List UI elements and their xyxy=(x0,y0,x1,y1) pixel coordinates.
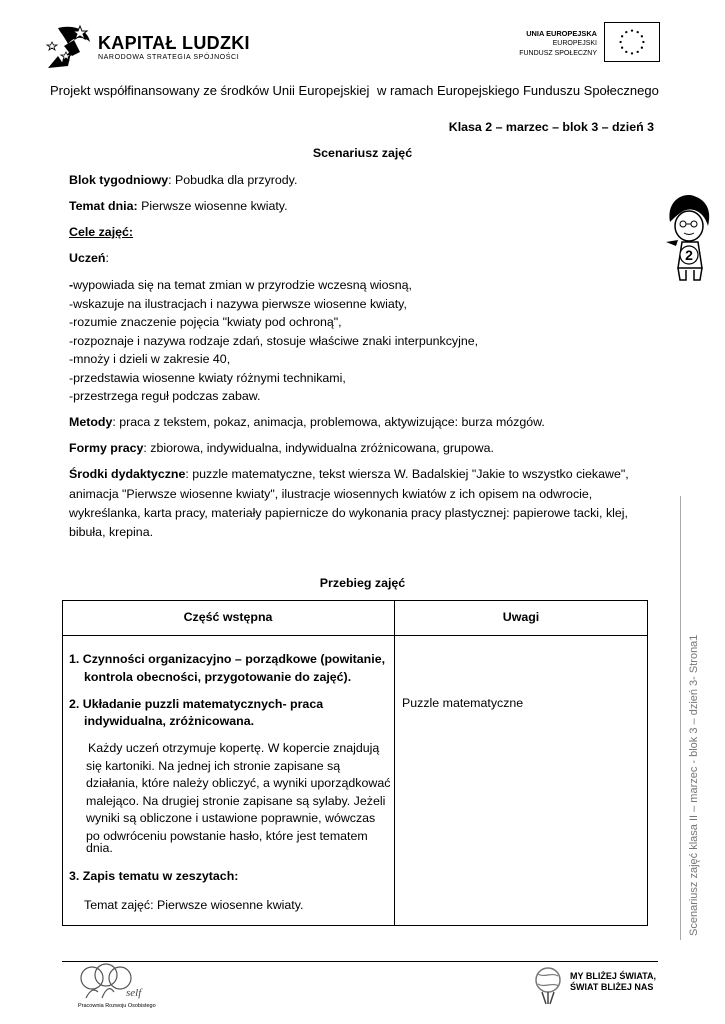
step-1-line-2: kontrola obecności, przygotowanie do zajęć). xyxy=(84,669,352,684)
eu-text-block xyxy=(470,29,597,59)
project-cofinancing-line xyxy=(50,83,663,98)
srodki-line-2: animacja "Pierwsze wiosenne kwiaty", ilustracje wiosennych kwiatów z ich opisem na odwrocie, xyxy=(69,487,593,501)
goal-item: -mnoży i dzieli w zakresie 40, xyxy=(69,352,231,366)
side-footer-label: Scenariusz zajęć klasa II – marzec - blok 3 – dzień 3- Strona1 xyxy=(688,634,700,936)
document-title: Scenariusz zajęć xyxy=(312,146,413,160)
step-2-line-1: 2. Układanie puzzli matematycznych- praca xyxy=(69,697,324,711)
table-header-uwagi: Uwagi xyxy=(502,610,540,624)
step-3-line-1: 3. Zapis tematu w zeszytach: xyxy=(69,869,239,883)
srodki-label: Środki dydaktyczne xyxy=(69,467,186,481)
kapital-ludzki-title: KAPITAŁ LUDZKI xyxy=(98,33,250,53)
note-puzzle-matematyczne: Puzzle matematyczne xyxy=(402,696,524,710)
class-date-heading: Klasa 2 – marzec – blok 3 – dzień 3 xyxy=(448,120,654,134)
goal-item xyxy=(69,276,412,295)
temat-value: Pierwsze wiosenne kwiaty. xyxy=(137,199,288,213)
self-caption: Pracownia Rozwoju Osobistego xyxy=(78,1003,156,1009)
eu-line-2: EUROPEJSKI xyxy=(552,40,597,47)
step-2-desc-line: po odwróceniu powstanie hasło, które jest tematem xyxy=(86,828,368,843)
goal-item: -rozumie znaczenie pojęcia "kwiaty pod ochroną", xyxy=(69,315,342,329)
goal-dash: - xyxy=(69,278,74,292)
self-logo-icon xyxy=(76,962,156,1008)
formy-value: : zbiorowa, indywidualna, indywidualna zróżnicowana, grupowa. xyxy=(143,441,494,455)
step-1-line-1: 1. Czynności organizacyjno – porządkowe (powitanie, xyxy=(69,652,386,666)
goal-item: -wskazuje na ilustracjach i nazywa pierwsze wiosenne kwiaty, xyxy=(69,296,407,311)
temat-label: Temat dnia: xyxy=(69,199,138,213)
step-2-desc-line: malejąco. Na drugiej stronie zapisane są sylaby. Jeżeli xyxy=(86,793,386,808)
kapital-ludzki-subtitle: NARODOWA STRATEGIA SPÓJNOŚCI xyxy=(98,54,240,61)
blok-value: : Pobudka dla przyrody. xyxy=(168,173,298,187)
uczen-label: Uczeń xyxy=(69,251,106,265)
blok-tygodniowy-line xyxy=(69,173,297,187)
side-divider-line xyxy=(680,496,681,940)
step-2-desc-line: wyniki są obliczone i ustawione poprawnie, wówczas xyxy=(86,811,376,825)
mb-line-1: MY BLIŻEJ ŚWIATA, xyxy=(570,971,657,981)
uczen-line xyxy=(69,251,109,265)
table-header-divider xyxy=(62,635,648,636)
mb-line-2: ŚWIAT BLIŻEJ NAS xyxy=(570,982,654,992)
project-line-part-2: w ramach Europejskiego Funduszu Społecznego xyxy=(377,83,659,98)
table-header-czesc-wstepna: Część wstępna xyxy=(183,610,273,624)
step-2-desc-line: dnia. xyxy=(86,841,113,855)
my-blizej-swiata-text xyxy=(570,971,656,993)
svg-text:self: self xyxy=(126,987,142,999)
my-blizej-swiata-logo-icon xyxy=(532,962,564,1006)
srodki-value: : puzzle matematyczne, tekst wiersza W. Badalskiej "Jakie to wszystko ciekawe", xyxy=(185,467,629,481)
step-2-line-2: indywidualna, zróżnicowana. xyxy=(84,714,255,728)
kapital-ludzki-logo-icon xyxy=(44,22,98,72)
blok-label: Blok tygodniowy xyxy=(69,173,169,187)
srodki-line-3: wykreślanka, karta pracy, materiały papiernicze do wykonania pracy plastycznej: papierowe tacki, klej, xyxy=(69,506,628,520)
mascot-number: 2 xyxy=(685,247,693,263)
project-line-part-1: Projekt współfinansowany ze środków Unii Europejskiej xyxy=(50,83,370,98)
eu-line-1: UNIA EUROPEJSKA xyxy=(526,29,597,38)
srodki-line-1 xyxy=(69,467,629,481)
formy-label: Formy pracy xyxy=(69,441,144,455)
eu-flag-icon xyxy=(604,22,660,62)
step-2-desc-line: Każdy uczeń otrzymuje kopertę. W kopercie znajdują xyxy=(88,741,380,755)
goal-item: -przedstawia wiosenne kwiaty różnymi technikami, xyxy=(69,370,346,385)
child-mascot-icon xyxy=(664,192,714,282)
table-column-divider xyxy=(394,600,395,926)
goal-item: -przestrzega reguł podczas zabaw. xyxy=(69,389,261,403)
goal-item: -rozpoznaje i nazywa rodzaje zdań, stosuje właściwe znaki interpunkcyjne, xyxy=(69,333,479,348)
metody-value: : praca z tekstem, pokaz, animacja, problemowa, aktywizujące: burza mózgów. xyxy=(112,415,545,429)
side-footer-text xyxy=(686,634,706,940)
uczen-colon: : xyxy=(105,251,109,265)
step-2-desc-line: się kartoniki. Na jednej ich stronie zapisane są xyxy=(86,758,341,773)
cele-zajec-heading: Cele zajęć: xyxy=(69,225,134,239)
step-2-desc-line: działania, które należy obliczyć, a wyniki uporządkować xyxy=(86,776,391,790)
metody-label: Metody xyxy=(69,415,113,429)
eu-line-3: FUNDUSZ SPOŁECZNY xyxy=(519,50,597,57)
step-3-topic: Temat zajęć: Pierwsze wiosenne kwiaty. xyxy=(84,898,304,912)
goal-text: wypowiada się na temat zmian w przyrodzie wczesną wiosną, xyxy=(73,278,412,292)
temat-dnia-line xyxy=(69,199,288,213)
srodki-line-4: bibuła, krepina. xyxy=(69,525,154,539)
metody-line xyxy=(69,415,545,429)
formy-pracy-line xyxy=(69,441,494,455)
przebieg-zajec-heading: Przebieg zajęć xyxy=(319,576,406,590)
